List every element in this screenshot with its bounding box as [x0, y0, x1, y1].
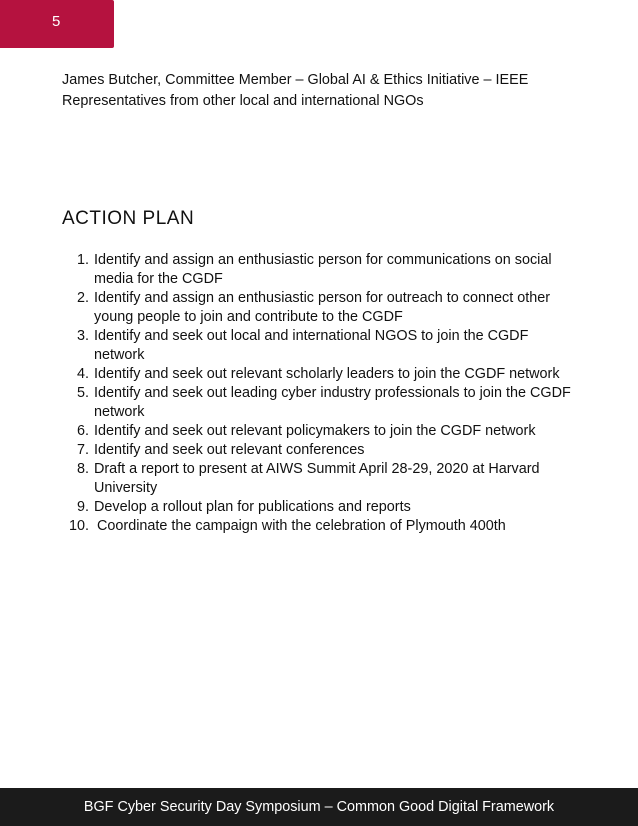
item-text: Develop a rollout plan for publications and reports	[94, 499, 411, 515]
item-text: Identify and seek out relevant scholarly leaders to join the CGDF network	[94, 366, 560, 382]
attendee-line: Representatives from other local and international NGOs	[62, 93, 424, 109]
item-text: Identify and seek out local and international NGOS to join the CGDF network	[94, 328, 529, 363]
item-number: 1.	[76, 252, 89, 268]
attendee-line: James Butcher, Committee Member – Global AI & Ethics Initiative – IEEE	[62, 72, 529, 88]
footer-text: BGF Cyber Security Day Symposium – Common Good Digital Framework	[83, 799, 555, 815]
item-number: 3.	[76, 328, 89, 344]
item-text: Identify and seek out leading cyber industry professionals to join the CGDF network	[94, 385, 571, 420]
list-item	[62, 441, 582, 460]
item-text: Draft a report to present at AIWS Summit April 28-29, 2020 at Harvard University	[94, 461, 540, 496]
list-item	[62, 422, 582, 441]
attendee-list	[62, 70, 602, 112]
item-number: 2.	[76, 290, 89, 306]
item-text: Identify and seek out relevant conferences	[94, 442, 365, 458]
list-item	[62, 251, 582, 289]
list-item	[62, 365, 582, 384]
list-item	[62, 517, 582, 536]
item-number: 10.	[68, 518, 89, 534]
list-item	[62, 460, 582, 498]
page-footer	[0, 788, 638, 826]
list-item	[62, 327, 582, 365]
section-title: ACTION PLAN	[62, 208, 195, 229]
item-number: 7.	[76, 442, 89, 458]
item-text: Coordinate the campaign with the celebration of Plymouth 400th	[97, 518, 506, 534]
action-plan-list	[62, 251, 582, 536]
item-text: Identify and seek out relevant policymakers to join the CGDF network	[94, 423, 536, 439]
item-number: 5.	[76, 385, 89, 401]
page-number-badge	[0, 0, 114, 48]
item-number: 9.	[76, 499, 89, 515]
page-number: 5	[52, 13, 61, 30]
list-item	[62, 384, 582, 422]
item-number: 6.	[76, 423, 89, 439]
item-number: 4.	[76, 366, 89, 382]
item-number: 8.	[76, 461, 89, 477]
item-text: Identify and assign an enthusiastic person for communications on social media for the CGDF	[94, 252, 552, 287]
list-item	[62, 498, 582, 517]
list-item	[62, 289, 582, 327]
item-text: Identify and assign an enthusiastic person for outreach to connect other young people to join and contribute to the CGDF	[94, 290, 550, 325]
